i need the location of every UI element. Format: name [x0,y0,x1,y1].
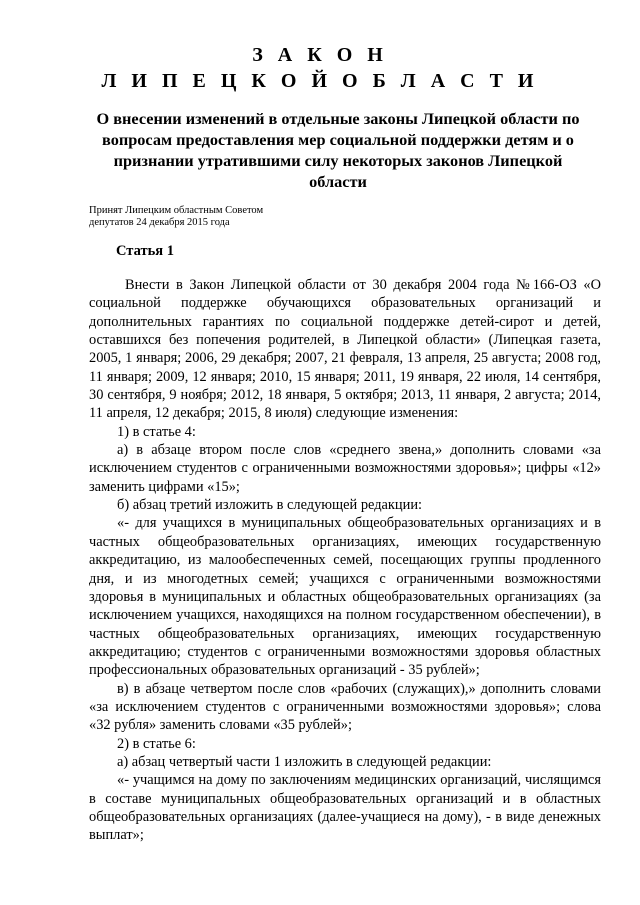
body-paragraph: «- учащимся на дому по заключениям медицинских организаций, числящимся в составе муниципальных общеобразовательных организаций и в областных общеобразовательных организациях (далее-учащиеся на дому), - в виде денежных выплат»; [89,772,601,844]
body-paragraph: б) абзац третий изложить в следующей редакции: [117,497,423,514]
body-paragraph: «- для учащихся в муниципальных общеобразовательных организациях и в частных общеобразовательных организациях, имеющих государственную аккредитацию, из малообеспеченных семей, посещающих группы продленного дня, и из многодетных семей; учащихся с ограниченными возможностями здоровья в муниципальных и областных общеобразовательных организациях (за исключением учащихся, находящихся на полном государственном обеспечении), в частных общеобразовательных организациях, имеющих государственную аккредитацию; студентов с ограниченными возможностями здоровья областных профессиональных образовательных организаций - 35 рублей»; [89,515,601,679]
adoption-note-line: депутатов 24 декабря 2015 года [89,217,230,228]
law-title: З А К О Н [252,44,388,66]
adoption-note-line: Принят Липецким областным Советом [89,205,264,216]
body-paragraph: в) в абзаце четвертом после слов «рабочих (служащих),» дополнить словами «за исключением студентов с ограниченными возможностями здоровья»; слова «32 рубля» заменить словами «35 рублей»; [89,680,601,734]
article-body [89,276,601,845]
law-subtitle: О внесении изменений в отдельные законы Липецкой области по вопросам предоставления мер социальной поддержки детям и о признании утратившими силу некоторых законов Липецкой области [96,109,580,191]
article-heading: Статья 1 [116,243,174,259]
law-region-title: Л И П Е Ц К О Й О Б Л А С Т И [101,70,539,92]
adoption-note [89,205,263,229]
body-paragraph: Внести в Закон Липецкой области от 30 декабря 2004 года №166-ОЗ «О социальной поддержке обучающихся образовательных организаций и дополнительных гарантиях по социальной поддержке детей-сирот и детей, оставшихся без попечения родителей, в Липецкой области» (Липецкая газета, 2005, 1 января; 2006, 29 декабря; 2007, 21 февраля, 13 апреля, 25 августа; 2008 год, 11 января; 2009, 12 января; 2010, 15 января; 2011, 19 января, 22 июля, 14 сентября, 30 сентября, 9 ноября; 2012, 18 января, 5 октября; 2013, 11 января, 2 августа; 2014, 11 апреля, 12 декабря; 2015, 8 июля) следующие изменения: [89,277,601,422]
body-paragraph: 1) в статье 4: [117,423,196,440]
body-paragraph: а) в абзаце втором после слов «среднего звена,» дополнить словами «за исключением студентов с ограниченными возможностями здоровья»; цифры «12» заменить цифрами «15»; [89,442,601,495]
body-paragraph: 2) в статье 6: [117,735,196,752]
body-paragraph: а) абзац четвертый части 1 изложить в следующей редакции: [117,753,492,770]
